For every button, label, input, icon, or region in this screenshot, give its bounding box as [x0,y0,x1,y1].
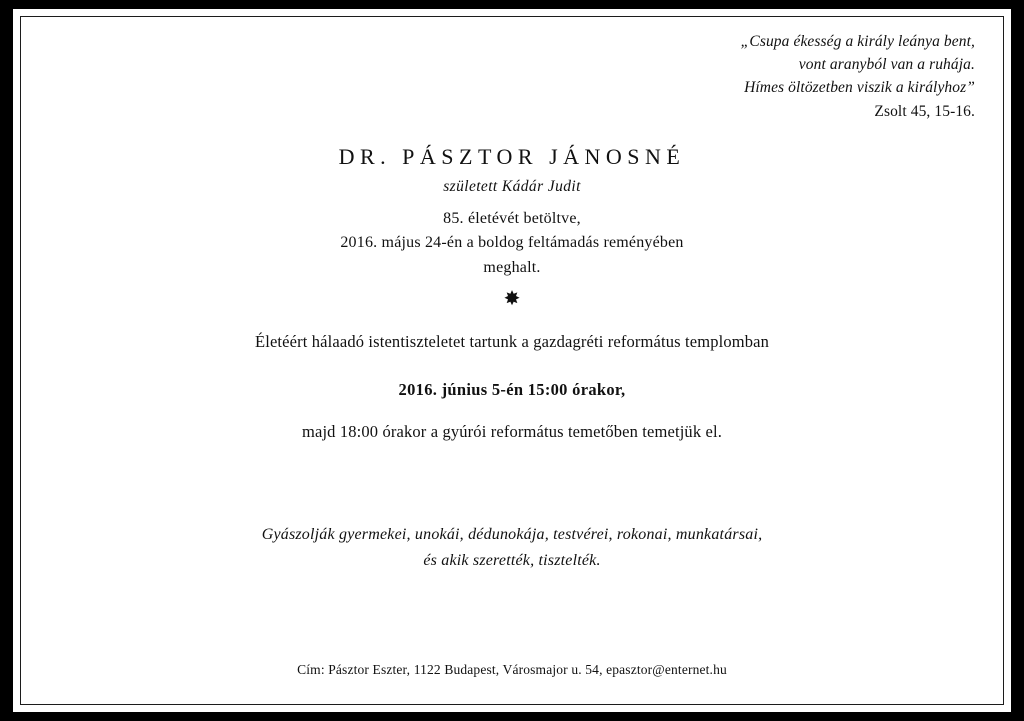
memorial-card [13,9,1011,712]
death-notice-line-2: 2016. május 24-én a boldog feltámadás reményében [340,234,684,252]
quote-line-3: Hímes öltözetben viszik a királyhoz” [744,78,975,96]
mourners-list [21,522,1003,573]
death-notice-line-1: 85. életévét betöltve, [443,210,581,227]
burial-announcement: majd 18:00 órakor a gyúrói református temetőben temetjük el. [301,422,722,441]
contact-address: Cím: Pásztor Eszter, 1122 Budapest, Városmajor u. 54, epasztor@enternet.hu [297,662,727,677]
service-announcement: Életéért hálaadó istentiszteletet tartunk a gazdagréti református templomban [255,332,769,351]
star-ornament-icon: ✸ [503,288,521,310]
mourners-line-1: Gyászolják gyermekei, unokái, dédunokája, testvérei, rokonai, munkatársai, [261,526,763,543]
service-datetime: 2016. június 5-én 15:00 órakor, [398,380,626,399]
death-notice [21,207,1003,280]
deceased-name: DR. PÁSZTOR JÁNOSNÉ [338,144,686,169]
quote-reference: Zsolt 45, 15-16. [874,103,975,121]
deceased-maiden-name: született Kádár Judit [443,178,581,195]
mourners-line-2: és akik szerették, tisztelték. [423,551,601,569]
quote-line-1: „Csupa ékesség a király leánya bent, [740,33,975,50]
death-notice-line-3: meghalt. [483,258,541,276]
quote-line-2: vont aranyból van a ruhája. [798,55,975,73]
card-content [21,17,1003,704]
scripture-quote [741,31,975,124]
card-border [20,16,1004,705]
